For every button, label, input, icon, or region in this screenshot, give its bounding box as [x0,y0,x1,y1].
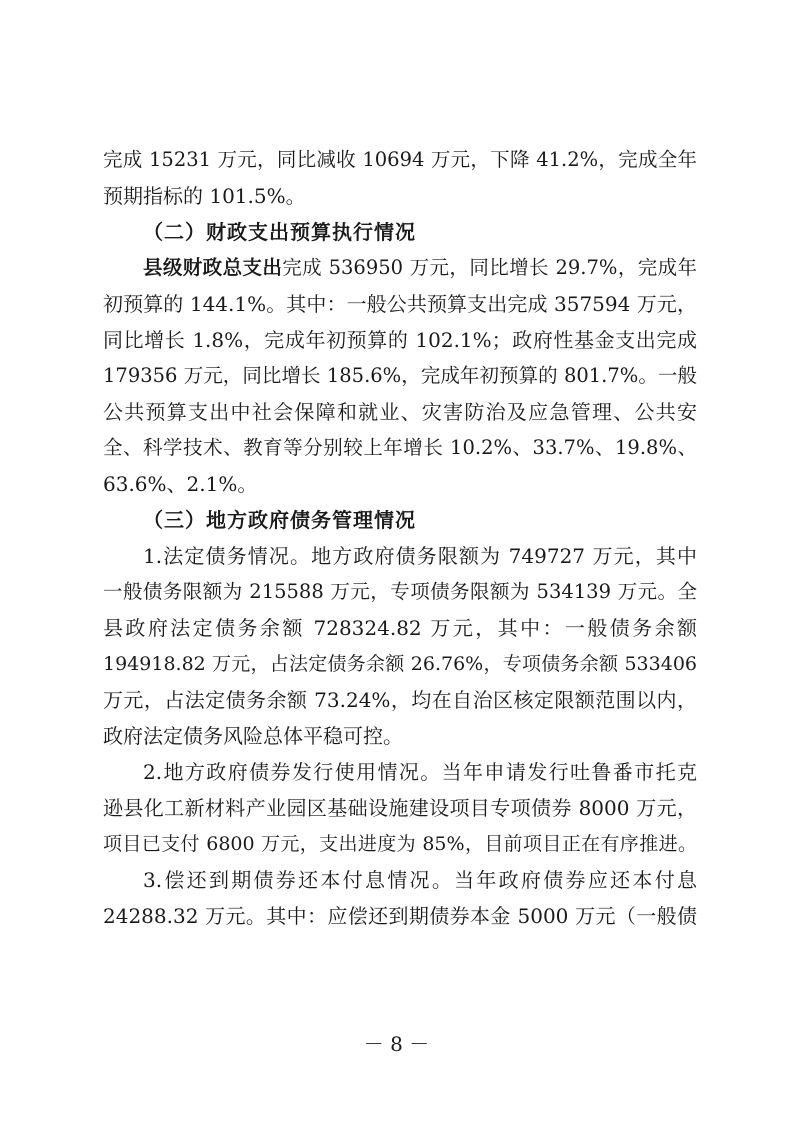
text-line: 24288.32 万元。其中：应偿还到期债券本金 5000 万元（一般债 [103,904,697,928]
text-line: 县政府法定债务余额 728324.82 万元，其中：一般债务余额 [103,616,697,640]
text-line: 1.法定债务情况。地方政府债务限额为 749727 万元，其中 [143,544,697,568]
text-line: 政府法定债务风险总体平稳可控。 [103,724,403,748]
text-line: 194918.82 万元，占法定债务余额 26.76%，专项债务余额 533406 [103,653,697,675]
text-line [103,250,697,286]
text-line: 3.偿还到期债券还本付息情况。当年政府债券应还本付息 [143,868,697,892]
text-line: 一般债务限额为 215588 万元，专项债务限额为 534139 万元。全 [103,580,697,603]
text-line-rest: 完成 536950 万元，同比增长 29.7%，完成年 [282,256,697,279]
section-heading: （二）财政支出预算执行情况 [143,220,416,244]
text-line: 全、科学技术、教育等分别较上年增长 10.2%、33.7%、19.8%、 [103,436,697,459]
text-line: 179356 万元，同比增长 185.6%，完成年初预算的 801.7%。一般 [103,364,697,387]
text-line: 同比增长 1.8%，完成年初预算的 102.1%；政府性基金支出完成 [103,328,697,352]
text-line: 完成 15231 万元，同比减收 10694 万元，下降 41.2%，完成全年 [103,148,697,171]
page-number: － 8 － [363,1032,430,1056]
document-body [103,142,697,934]
text-line: 公共预算支出中社会保障和就业、灾害防治及应急管理、公共安 [103,400,697,424]
text-line: 2.地方政府债券发行使用情况。当年申请发行吐鲁番市托克 [143,760,697,784]
text-line: 初预算的 144.1%。其中：一般公共预算支出完成 357594 万元， [103,292,697,316]
text-line: 项目已支付 6800 万元，支出进度为 85%，目前项目正在有序推进。 [103,833,697,855]
text-line: 万元，占法定债务余额 73.24%，均在自治区核定限额范围以内， [103,688,697,712]
text-line: 63.6%、2.1%。 [103,472,258,496]
text-line: 预期指标的 101.5%。 [103,184,306,208]
text-line: 逊县化工新材料产业园区基础设施建设项目专项债券 8000 万元， [103,796,697,820]
bold-lead-phrase: 县级财政总支出 [143,256,283,279]
section-heading: （三）地方政府债务管理情况 [143,508,416,532]
